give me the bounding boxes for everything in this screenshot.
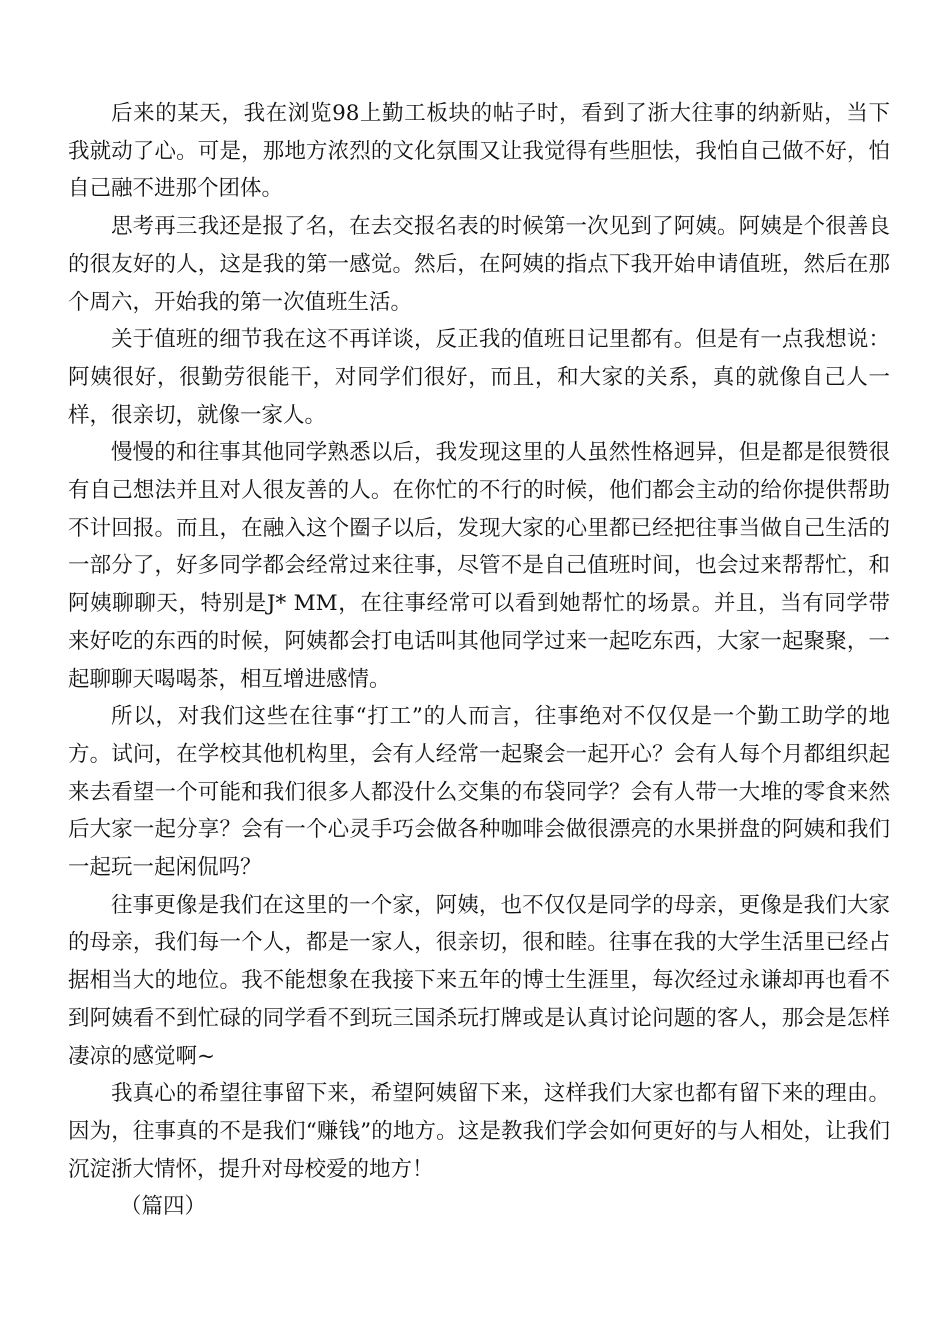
paragraph-4: 慢慢的和往事其他同学熟悉以后，我发现这里的人虽然性格迥异，但是都是很赞很有自己想法并且对人很友善的人。在你忙的不行的时候，他们都会主动的给你提供帮助不计回报。而且，在融入这个圈子以后，发现大家的心里都已经把往事当做自己生活的一部分了，好多同学都会经常过来往事，尽管不是自己值班时间，也会过来帮帮忙，和阿姨聊聊天，特别是J* MM，在往事经常可以看到她帮忙的场景。并且，当有同学带来好吃的东西的时候，阿姨都会打电话叫其他同学过来一起吃东西，大家一起聚聚，一起聊聊天喝喝茶，相互增进感情。 — [68, 440, 890, 692]
paragraph-2: 思考再三我还是报了名，在去交报名表的时候第一次见到了阿姨。阿姨是个很善良的很友好的人，这是我的第一感觉。然后，在阿姨的指点下我开始申请值班，然后在那个周六，开始我的第一次值班生活。 — [68, 214, 890, 315]
document-body — [68, 95, 890, 1226]
paragraph-3: 关于值班的细节我在这不再详谈，反正我的值班日记里都有。但是有一点我想说：阿姨很好，很勤劳很能干，对同学们很好，而且，和大家的关系，真的就像自己人一样，很亲切，就像一家人。 — [68, 327, 890, 428]
paragraph-5: 所以，对我们这些在往事“打工”的人而言，往事绝对不仅仅是一个勤工助学的地方。试问，在学校其他机构里，会有人经常一起聚会一起开心？会有人每个月都组织起来去看望一个可能和我们很多人都没什么交集的布袋同学？会有人带一大堆的零食来然后大家一起分享？会有一个心灵手巧会做各种咖啡会做很漂亮的水果拼盘的阿姨和我们一起玩一起闲侃吗？ — [68, 704, 890, 881]
paragraph-7: 我真心的希望往事留下来，希望阿姨留下来，这样我们大家也都有留下来的理由。因为，往事真的不是我们“赚钱”的地方。这是教我们学会如何更好的与人相处，让我们沉淀浙大情怀，提升对母校爱的地方！ — [68, 1081, 890, 1182]
section-label: （篇四） — [120, 1194, 207, 1220]
paragraph-6: 往事更像是我们在这里的一个家，阿姨，也不仅仅是同学的母亲，更像是我们大家的母亲，我们每一个人，都是一家人，很亲切，很和睦。往事在我的大学生活里已经占据相当大的地位。我不能想象在我接下来五年的博士生涯里，每次经过永谦却再也看不到阿姨看不到忙碌的同学看不到玩三国杀玩打牌或是认真讨论问题的客人，那会是怎样凄凉的感觉啊~ — [68, 892, 890, 1069]
paragraph-1: 后来的某天，我在浏览98上勤工板块的帖子时，看到了浙大往事的纳新贴，当下我就动了心。可是，那地方浓烈的文化氛围又让我觉得有些胆怯，我怕自己做不好，怕自己融不进那个团体。 — [68, 101, 890, 202]
